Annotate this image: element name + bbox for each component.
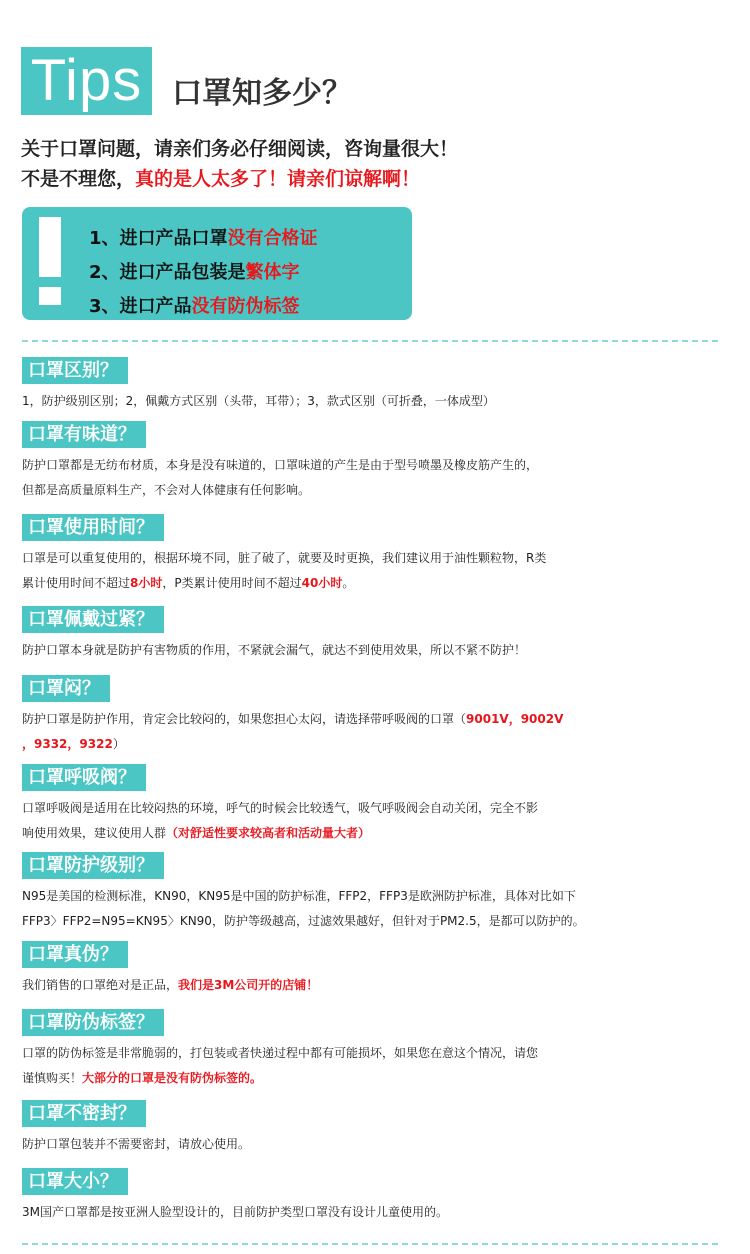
- highlight-text: ，9332，9322: [22, 737, 113, 751]
- faq-section-text: [22, 1041, 538, 1065]
- faq-section-text: [22, 1200, 448, 1224]
- intro-line-1: 关于口罩问题，请亲们务必仔细阅读，咨询量很大！: [21, 138, 459, 160]
- faq-section-text: [22, 821, 370, 845]
- faq-section-title: 口罩防伪标签？: [22, 1009, 164, 1036]
- body-text: ，P类累计使用时间不超过: [162, 576, 302, 590]
- faq-section-title: 口罩佩戴过紧？: [22, 606, 164, 633]
- body-text: 但都是高质量原料生产，不会对人体健康有任何影响。: [22, 483, 311, 497]
- notice-item: [89, 292, 300, 318]
- faq-section-text: [22, 389, 495, 413]
- faq-section-title: 口罩区别？: [22, 357, 128, 384]
- body-text: N95是美国的检测标准，KN90，KN95是中国的防护标准，FFP2，FFP3是欧洲防护标准，具体对比如下: [22, 889, 576, 903]
- faq-section-text: [22, 884, 576, 908]
- body-text: 谨慎购买！: [22, 1071, 83, 1085]
- faq-section-title: 口罩大小？: [22, 1168, 128, 1195]
- faq-section-text: [22, 973, 318, 997]
- page-title: 口罩知多少？: [172, 76, 352, 111]
- exclamation-dot: [39, 287, 61, 305]
- faq-section-text: [22, 453, 538, 477]
- faq-section-title: 口罩防护级别？: [22, 852, 164, 879]
- body-text: 我们销售的口罩绝对是正品，: [22, 978, 179, 992]
- faq-section-title: 口罩有味道？: [22, 421, 146, 448]
- body-text: 口罩呼吸阀是适用在比较闷热的环境，呼气的时候会比较透气，吸气呼吸阀会自动关闭，完全不影: [22, 801, 539, 815]
- notice-item-text: 1、进口产品口罩: [89, 228, 228, 249]
- highlight-text: 大部分的口罩是没有防伪标签的。: [82, 1071, 263, 1085]
- body-text: 累计使用时间不超过: [22, 576, 131, 590]
- intro-line-2: [21, 164, 420, 191]
- faq-section-text: [22, 546, 546, 570]
- divider-bottom: [22, 1243, 718, 1245]
- body-text: 口罩的防伪标签是非常脆弱的，打包装或者快递过程中都有可能损坏，如果您在意这个情况，请您: [22, 1046, 539, 1060]
- body-text: 防护口罩本身就是防护有害物质的作用，不紧就会漏气，就达不到使用效果，所以不紧不防护！: [22, 643, 527, 657]
- notice-box: [22, 207, 412, 320]
- faq-section-text: [22, 707, 563, 731]
- faq-section-title: 口罩不密封？: [22, 1100, 146, 1127]
- faq-section-text: [22, 909, 585, 933]
- faq-section-title: 口罩闷？: [22, 675, 110, 702]
- faq-section-title: 口罩真伪？: [22, 941, 128, 968]
- body-text: 1，防护级别区别；2，佩戴方式区别（头带，耳带）；3，款式区别（可折叠，一体成型）: [22, 394, 495, 408]
- body-text: 防护口罩包装并不需要密封，请放心使用。: [22, 1137, 251, 1151]
- body-text: 3M国产口罩都是按亚洲人脸型设计的，目前防护类型口罩没有设计儿童使用的。: [22, 1205, 448, 1219]
- highlight-text: 我们是3M公司开的店铺！: [178, 978, 319, 992]
- faq-section-text: [22, 571, 354, 595]
- highlight-text: 9001V，9002V: [466, 712, 564, 726]
- body-text: 。: [342, 576, 355, 590]
- intro-line-2-highlight: 真的是人太多了！请亲们谅解啊！: [135, 168, 421, 190]
- highlight-text: （对舒适性要求较高者和活动量大者）: [166, 826, 371, 840]
- body-text: FFP3〉FFP2=N95=KN95〉KN90，防护等级越高，过滤效果越好，但针对于PM2.5，是都可以防护的。: [22, 914, 585, 928]
- intro-line-2-text: 不是不理您，: [21, 168, 136, 190]
- faq-section-title: 口罩使用时间？: [22, 514, 164, 541]
- divider-top: [22, 340, 718, 342]
- body-text: 响使用效果，建议使用人群: [22, 826, 167, 840]
- body-text: 防护口罩是防护作用，肯定会比较闷的，如果您担心太闷，请选择带呼吸阀的口罩（: [22, 712, 467, 726]
- faq-section-text: [22, 638, 526, 662]
- tips-badge: Tips: [21, 47, 152, 115]
- faq-section-text: [22, 1132, 250, 1156]
- faq-section-text: [22, 732, 125, 756]
- highlight-text: 40小时: [301, 576, 343, 590]
- body-text: 口罩是可以重复使用的，根据环境不同，脏了破了，就要及时更换，我们建议用于油性颗粒物，R类: [22, 551, 547, 565]
- faq-section-text: [22, 796, 538, 820]
- notice-item: [89, 258, 300, 284]
- body-text: ）: [112, 737, 125, 751]
- faq-section-text: [22, 478, 310, 502]
- faq-section-text: [22, 1066, 262, 1090]
- faq-section-title: 口罩呼吸阀？: [22, 764, 146, 791]
- notice-item-text: 3、进口产品: [89, 296, 192, 317]
- notice-item-text: 2、进口产品包装是: [89, 262, 246, 283]
- notice-item-highlight: 没有合格证: [227, 228, 318, 249]
- notice-item-highlight: 没有防伪标签: [191, 296, 300, 317]
- highlight-text: 8小时: [130, 576, 163, 590]
- exclamation-icon: [39, 217, 61, 277]
- notice-item-highlight: 繁体字: [245, 262, 300, 283]
- body-text: 防护口罩都是无纺布材质，本身是没有味道的，口罩味道的产生是由于型号喷墨及橡皮筋产生的，: [22, 458, 539, 472]
- notice-item: [89, 224, 318, 250]
